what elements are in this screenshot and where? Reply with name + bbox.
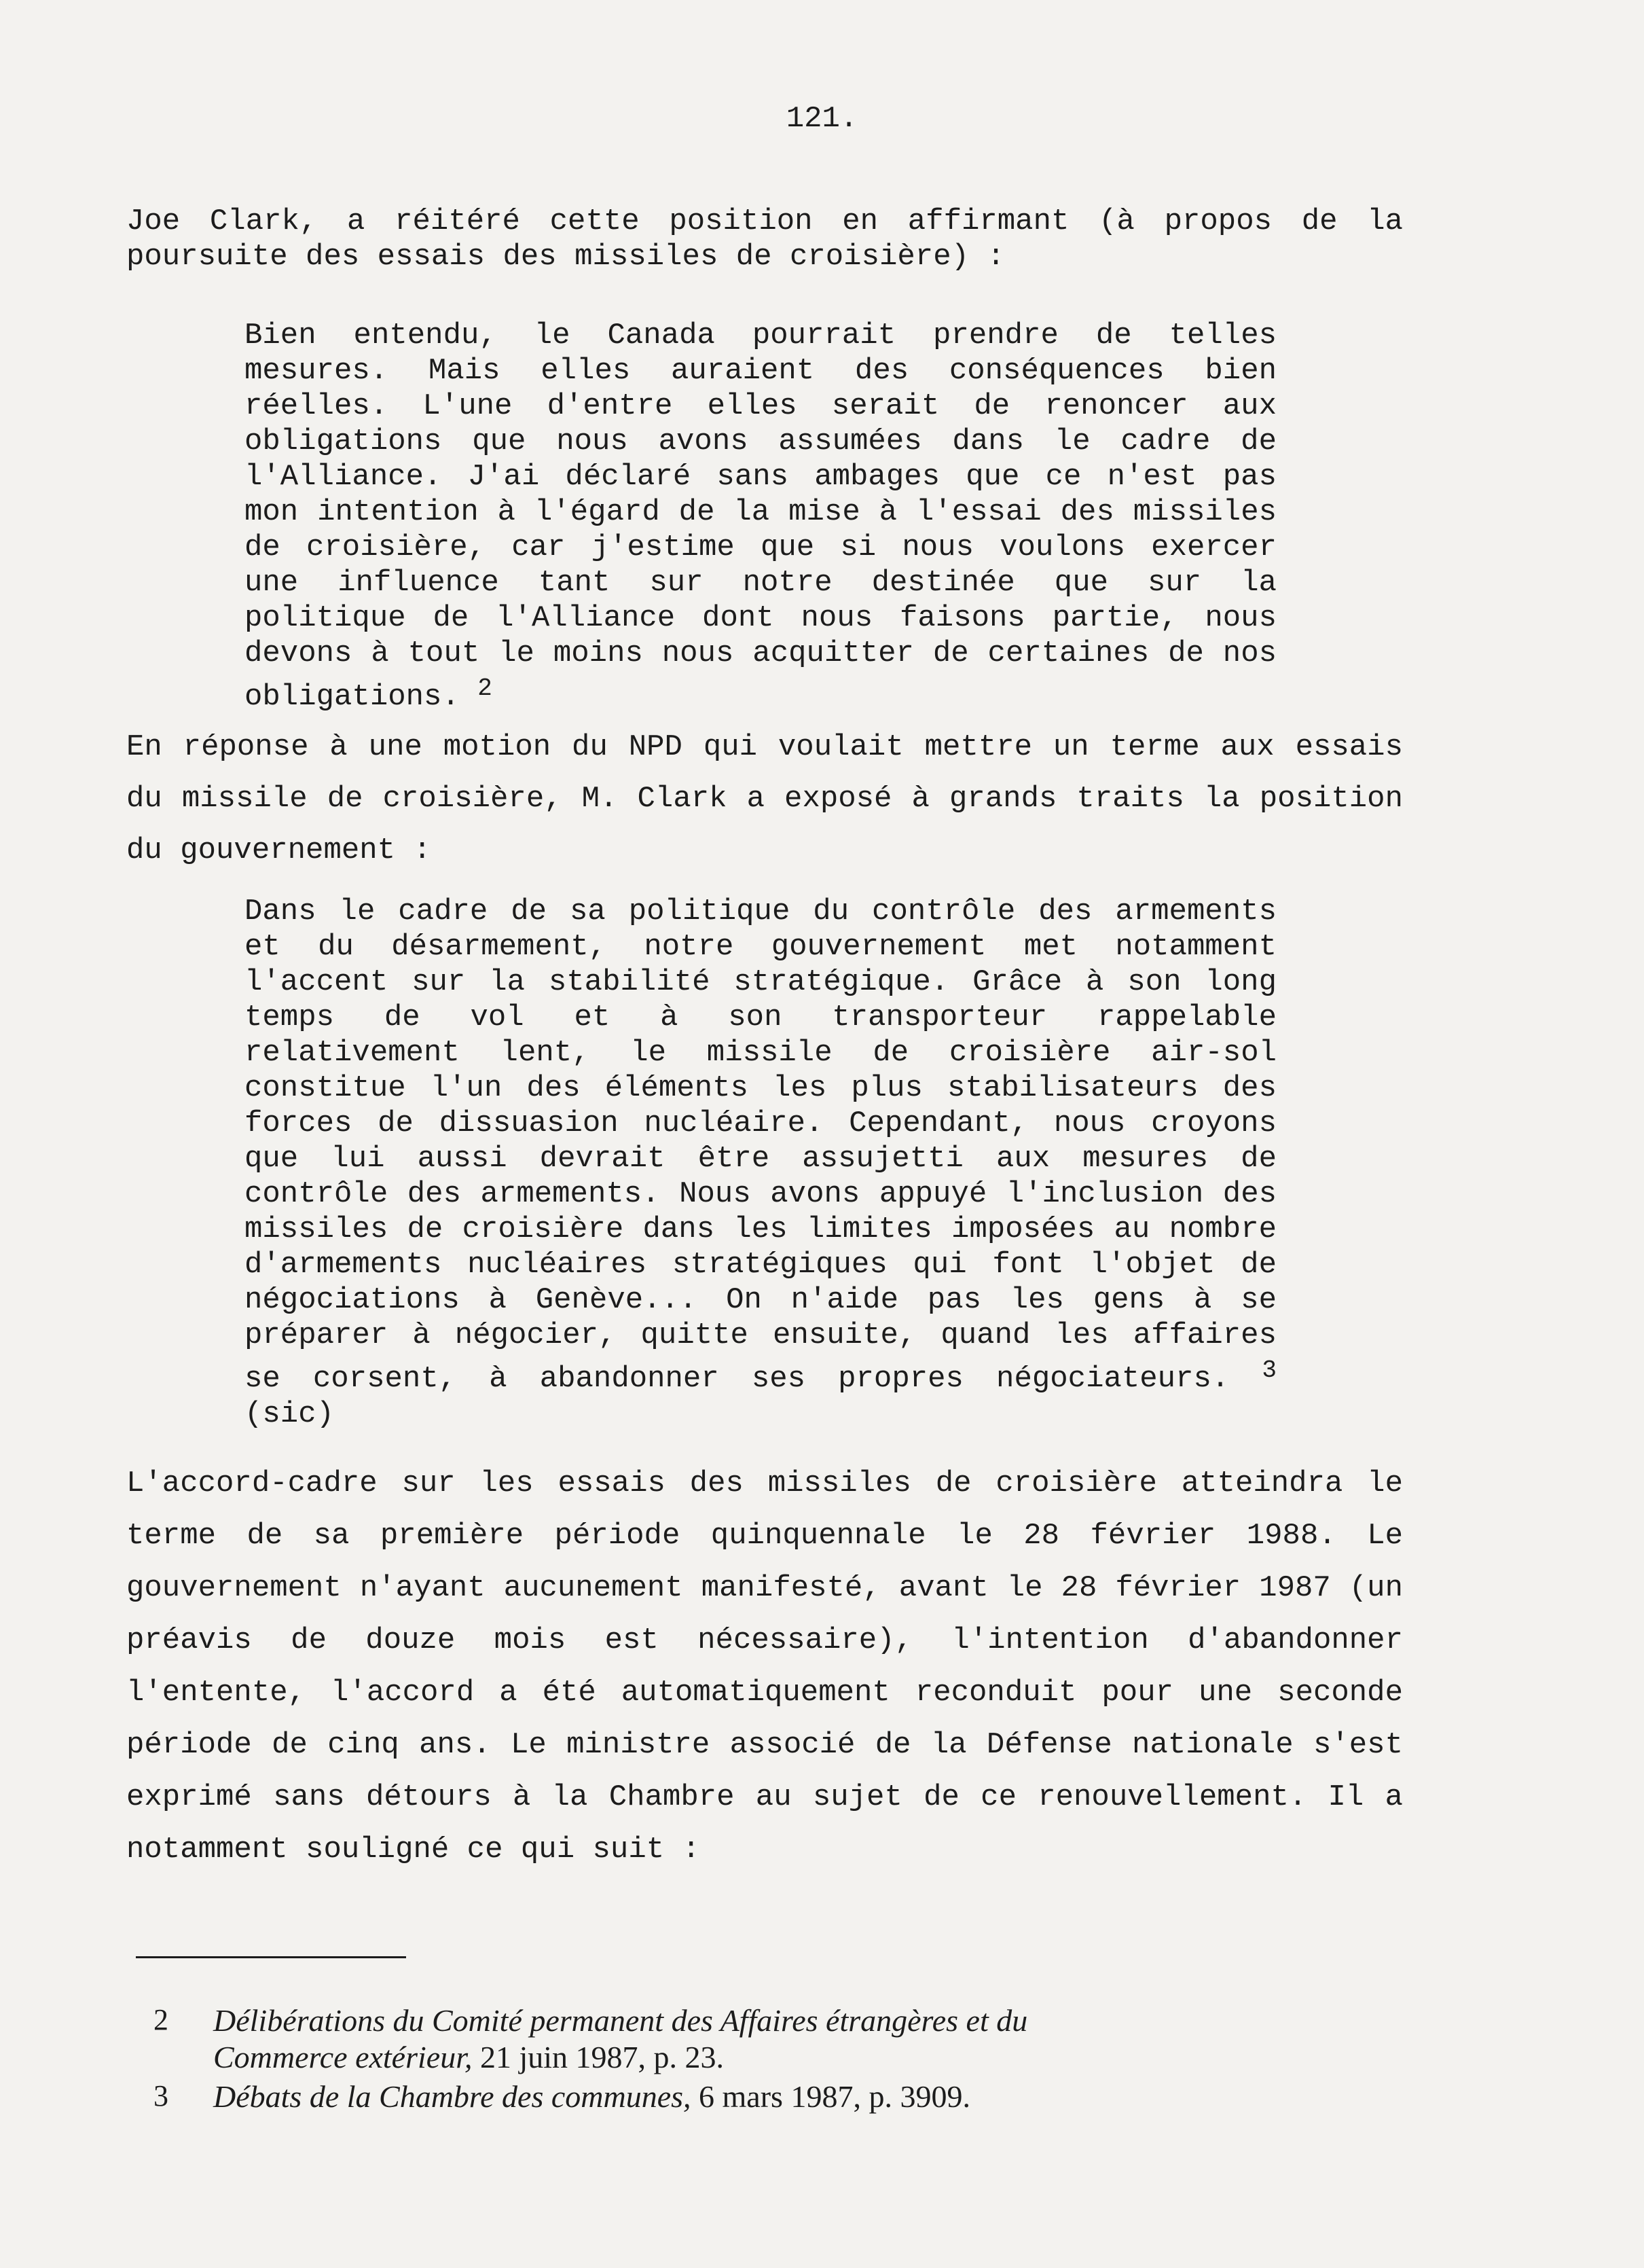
quote-1-text: Bien entendu, le Canada pourrait prendre de telles mesures. Mais elles auraient des conséquences bien réelles. L'une d'entre elles serait de renoncer aux obligations que nous avons assumées dans le cadre de l'Alliance. J'ai déclaré sans ambages que ce n'est pas mon intention à l'égard de la mise à l'essai des missiles de croisière, car j'estime que si nous voulons exercer une influence tant sur notre destinée que sur la politique de l'Alliance dont nous faisons partie, nous devons à tout le moins nous acquitter de certaines de nos obligations. (244, 319, 1277, 714)
footnote-3 (153, 2078, 1422, 2119)
paragraph-3: L'accord-cadre sur les essais des missiles de croisière atteindra le terme de sa première période quinquennale le 28 février 1988. Le gouvernement n'ayant aucunement manifesté, avant le 28 février 1987 (un préavis de douze mois est nécessaire), l'intention d'abandonner l'entente, l'accord a été automatiquement reconduit pour une seconde période de cinq ans. Le ministre associé de la Défense nationale s'est exprimé sans détours à la Chambre au sujet de ce renouvellement. Il a notamment souligné ce qui suit : (126, 1466, 1403, 1867)
block-quote-2 (244, 894, 1277, 1432)
footnote-3-line-1 (213, 2078, 1436, 2115)
footnote-ref-2: 2 (477, 674, 492, 702)
quote-2-text: Dans le cadre de sa politique du contrôle des armements et du désarmement, notre gouvernement met notamment l'accent sur la stabilité stratégique. Grâce à son long temps de vol et à son transporteur rappelable relativement lent, le missile de croisière air-sol constitue l'un des éléments les plus stabilisateurs des forces de dissuasion nucléaire. Cependant, nous croyons que lui aussi devrait être assujetti aux mesures de contrôle des armements. Nous avons appuyé l'inclusion des missiles de croisière dans les limites imposées au nombre d'armements nucléaires stratégiques qui font l'objet de négociations à Genève... On n'aide pas les gens à se préparer à négocier, quitte ensuite, quand les affaires se corsent, à abandonner ses propres négociateurs. (244, 895, 1277, 1396)
footnote-3-source: Débats de la Chambre des communes, (213, 2079, 691, 2114)
block-quote-1 (244, 318, 1277, 715)
footnote-number: 3 (153, 2079, 168, 2112)
footnote-number: 2 (153, 2003, 168, 2036)
footnote-2-line-2 (213, 2039, 1436, 2076)
paragraph-2: En réponse à une motion du NPD qui voulait mettre un terme aux essais du missile de croisière, M. Clark a exposé à grands traits la position du gouvernement : (126, 730, 1403, 867)
page-number: 121. (786, 102, 858, 136)
paragraph-1: Joe Clark, a réitéré cette position en affirmant (à propos de la poursuite des essais des missiles de croisière) : (126, 204, 1403, 274)
footnote-separator (136, 1956, 406, 1958)
footnote-2 (153, 2002, 1422, 2077)
footnote-2-source: Commerce extérieur, (213, 2040, 473, 2074)
sic-note: (sic) (244, 1397, 335, 1431)
footnote-2-date-page: 21 juin 1987, p. 23. (480, 2040, 725, 2074)
footnote-3-date-page: 6 mars 1987, p. 3909. (699, 2079, 970, 2114)
footnote-ref-3: 3 (1262, 1356, 1277, 1384)
footnote-2-line-1: Délibérations du Comité permanent des Affaires étrangères et du (213, 2003, 1028, 2038)
